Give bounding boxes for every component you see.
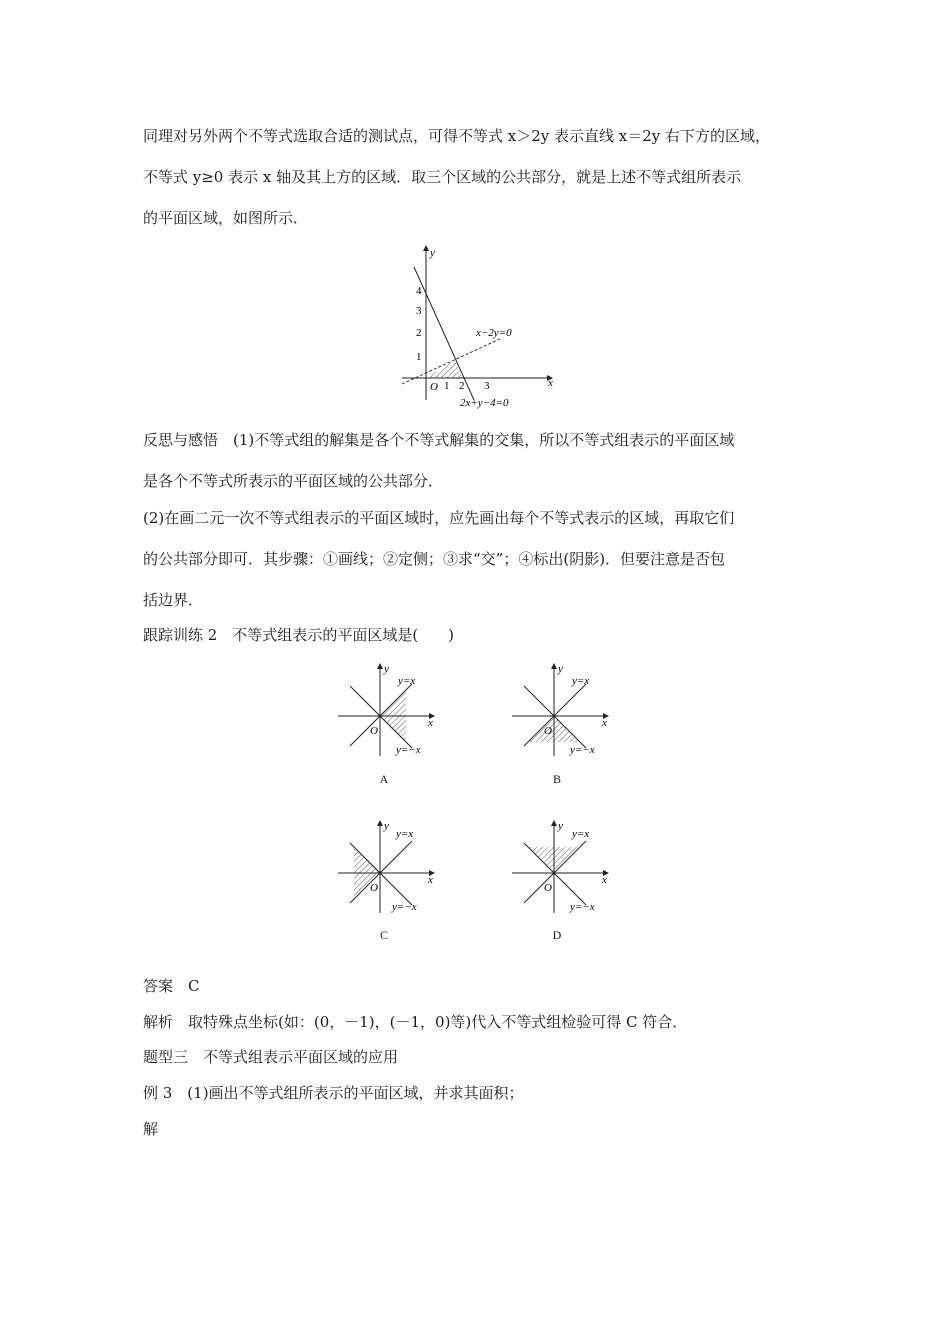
x-tick-2: 2 (459, 380, 465, 392)
svg-text:y: y (384, 820, 389, 832)
x-tick-3: 3 (484, 380, 490, 392)
text-line-4: 反思与感悟 (1)不等式组的解集是各个不等式解集的交集，所以不等式组表示的平面区域 (143, 431, 735, 449)
axis-x-label: x (548, 377, 553, 389)
option-c-label: C (379, 928, 388, 942)
text-line-3: 的平面区域，如图所示． (143, 209, 309, 227)
option-c-graph (336, 817, 441, 917)
text-line-6: (2)在画二元一次不等式组表示的平面区域时，应先画出每个不等式表示的区域，再取它们 (143, 509, 735, 527)
option-d-graph (510, 817, 615, 917)
svg-text:O: O (544, 725, 552, 737)
svg-text:y=x: y=x (398, 675, 416, 687)
svg-text:O: O (370, 882, 378, 894)
example-3-line: 例 3 (1)画出不等式组所表示的平面区域，并求其面积； (143, 1084, 524, 1102)
text-line-1: 同理对另外两个不等式选取合适的测试点，可得不等式 x＞2y 表示直线 x＝2y 右下方的区域， (143, 127, 771, 145)
origin-label: O (430, 381, 438, 393)
section-heading: 题型三 不等式组表示平面区域的应用 (143, 1048, 399, 1066)
text-line-9: 跟踪训练 2 不等式组表示的平面区域是( ) (143, 626, 455, 644)
option-b-label: B (552, 772, 561, 786)
svg-text:x: x (602, 874, 607, 886)
svg-text:O: O (544, 882, 552, 894)
svg-text:y=x: y=x (572, 828, 590, 840)
svg-text:y=−x: y=−x (570, 901, 595, 913)
svg-text:y=x: y=x (572, 675, 590, 687)
svg-text:x: x (428, 874, 433, 886)
line1-label: x−2y=0 (476, 327, 512, 339)
x-tick-1: 1 (444, 380, 450, 392)
text-line-8: 括边界． (143, 591, 204, 609)
option-a-label: A (379, 772, 389, 786)
option-a-graph (336, 660, 441, 760)
y-tick-1: 1 (416, 351, 422, 363)
analysis-line: 解析 取特殊点坐标(如：(0，－1)，(－1，0)等)代入不等式组检验可得 C 符合． (143, 1013, 688, 1031)
svg-text:y=−x: y=−x (396, 744, 421, 756)
option-b-graph (510, 660, 615, 760)
answer-line: 答案 C (143, 977, 200, 995)
svg-text:y=x: y=x (396, 828, 414, 840)
svg-text:x: x (428, 717, 433, 729)
svg-text:x: x (602, 717, 607, 729)
svg-text:y=−x: y=−x (392, 901, 417, 913)
y-tick-4: 4 (416, 285, 422, 297)
text-line-7: 的公共部分即可．其步骤：①画线；②定侧；③求“交”；④标出(阴影)．但要注意是否包 (143, 550, 726, 568)
y-tick-2: 2 (416, 327, 422, 339)
axis-y-label: y (430, 247, 435, 259)
option-d-label: D (552, 928, 562, 942)
main-inequality-graph (392, 240, 562, 410)
svg-text:O: O (370, 725, 378, 737)
svg-text:y: y (558, 663, 563, 675)
svg-text:y: y (384, 663, 389, 675)
line2-label: 2x+y−4=0 (460, 397, 509, 409)
text-line-2: 不等式 y≥0 表示 x 轴及其上方的区域．取三个区域的公共部分，就是上述不等式组所表示 (143, 168, 742, 186)
y-tick-3: 3 (416, 305, 422, 317)
svg-text:y: y (558, 820, 563, 832)
svg-text:y=−x: y=−x (570, 744, 595, 756)
shaded-region (426, 360, 462, 378)
text-line-5: 是各个不等式所表示的平面区域的公共部分． (143, 472, 444, 490)
solution-label: 解 (143, 1120, 159, 1138)
